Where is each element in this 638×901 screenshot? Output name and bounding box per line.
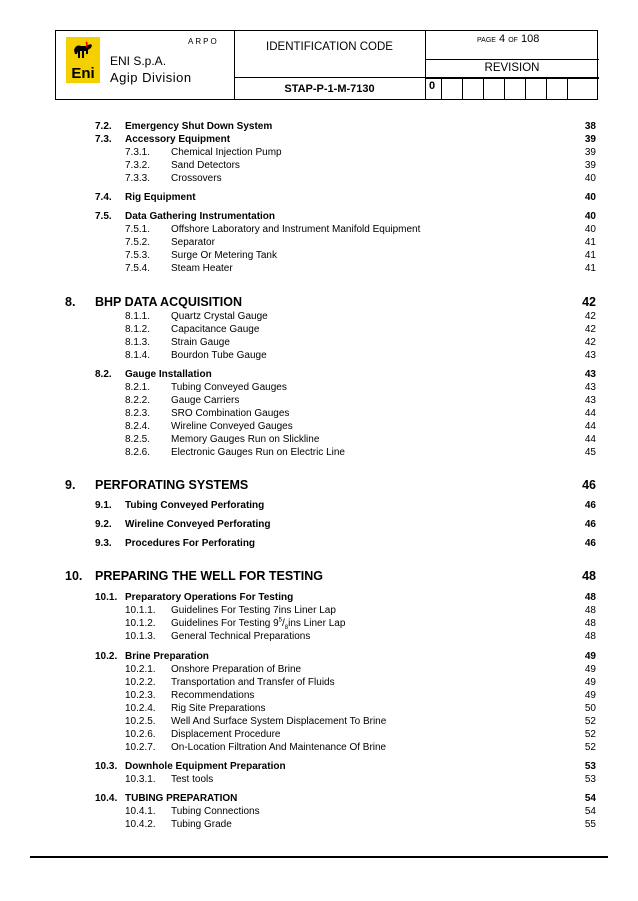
toc-number: 7.4. [95,192,112,203]
toc-number: 8.2.1. [125,382,151,393]
toc-number: 10.4. [95,793,118,804]
toc-entry[interactable] [0,133,638,147]
toc-title: Separator [171,237,215,248]
toc-number: 9.2. [95,519,112,530]
toc-entry[interactable] [0,689,638,703]
toc-title: BHP DATA ACQUISITION [95,295,242,309]
page-total: 108 [520,33,540,45]
toc-title: Data Gathering Instrumentation [125,211,276,222]
toc-entry[interactable] [0,407,638,421]
toc-title: Onshore Preparation of Brine [171,664,302,675]
toc-page: 55 [584,819,596,830]
toc-page: 52 [584,716,596,727]
toc-entry[interactable] [0,702,638,716]
toc-entry[interactable] [0,591,638,605]
document-number: STAP-P-1-M-7130 [284,83,375,95]
toc-page: 42 [584,324,596,335]
toc-number: 10.2.1. [125,664,156,675]
toc-entry[interactable] [0,210,638,224]
toc-title: Procedures For Perforating [125,538,256,549]
toc-page: 52 [584,729,596,740]
toc-page: 46 [582,478,596,492]
footer-divider [30,856,608,858]
revision-label: REVISION [484,62,540,74]
toc-entry[interactable] [0,760,638,774]
toc-number: 7.3.3. [125,173,151,184]
toc-page: 53 [584,761,596,772]
toc-number: 10.1.3. [125,631,156,642]
toc-page: 41 [584,263,596,274]
toc-entry[interactable] [0,741,638,755]
revision-value: 0 [429,80,436,92]
toc-number: 10.2.3. [125,690,156,701]
fraction-numerator: 5 [278,617,282,624]
toc-page: 42 [584,311,596,322]
toc-number: 10.2.2. [125,677,156,688]
department-label: ARPO [188,37,219,46]
toc-number: 8.1.3. [125,337,151,348]
toc-number: 7.5.2. [125,237,151,248]
toc-title: Emergency Shut Down System [125,121,273,132]
toc-page: 40 [584,224,596,235]
toc-title: General Technical Preparations [171,631,311,642]
toc-page: 54 [584,793,596,804]
toc-entry[interactable] [0,433,638,447]
toc-title: Memory Gauges Run on Slickline [171,434,320,445]
toc-number: 10. [65,569,83,583]
toc-number: 10.1.2. [125,618,156,629]
toc-entry[interactable] [0,604,638,618]
toc-number: 8.1.1. [125,311,151,322]
toc-page: 50 [584,703,596,714]
toc-entry[interactable] [0,805,638,819]
toc-page: 43 [584,382,596,393]
toc-title: Steam Heater [171,263,233,274]
toc-title: Recommendations [171,690,255,701]
toc-title: Test tools [171,774,214,785]
toc-entry[interactable] [0,773,638,787]
toc-title: PREPARING THE WELL FOR TESTING [95,569,324,583]
toc-number: 7.5.1. [125,224,151,235]
toc-page: 39 [584,160,596,171]
toc-page: 46 [584,500,596,511]
toc-entry[interactable] [0,663,638,677]
toc-number: 10.2.7. [125,742,156,753]
toc-number: 8.2.4. [125,421,151,432]
toc-page: 46 [584,538,596,549]
toc-page: 48 [584,631,596,642]
toc-page: 48 [584,605,596,616]
toc-page: 40 [584,192,596,203]
toc-page: 44 [584,421,596,432]
toc-number: 8.2.2. [125,395,151,406]
identification-code-label: IDENTIFICATION CODE [266,41,393,53]
page-prefix: PAGE [477,37,496,44]
toc-entry[interactable] [0,236,638,250]
toc-title: PERFORATING SYSTEMS [95,478,249,492]
toc-entry[interactable] [0,336,638,350]
toc-entry[interactable] [0,223,638,237]
toc-page: 43 [584,350,596,361]
fraction-denominator: 8 [284,625,289,631]
toc-title: Strain Gauge [171,337,230,348]
toc-entry[interactable] [0,518,638,532]
toc-page: 39 [584,134,596,145]
toc-entry[interactable] [0,478,638,496]
toc-title: Tubing Conveyed Perforating [125,500,265,511]
toc-title: Tubing Connections [171,806,260,817]
toc-entry[interactable] [0,630,638,644]
toc-number: 8.1.2. [125,324,151,335]
toc-title: Rig Site Preparations [171,703,266,714]
toc-number: 7.5.3. [125,250,151,261]
toc-page: 40 [584,211,596,222]
toc-page: 49 [584,651,596,662]
toc-title-part: ins Liner Lap [288,618,346,629]
toc-entry[interactable] [0,172,638,186]
toc-title: Crossovers [171,173,222,184]
toc-number: 10.3.1. [125,774,156,785]
toc-page: 44 [584,408,596,419]
toc-title: Offshore Laboratory and Instrument Manifold Equipment [171,224,421,235]
toc-entry[interactable] [0,191,638,205]
toc-title: Guidelines For Testing $9^5/_8ins$ Liner Lap [171,617,346,631]
toc-page: 49 [584,677,596,688]
toc-entry[interactable] [0,537,638,551]
toc-entry[interactable] [0,323,638,337]
toc-title: Guidelines For Testing 7ins Liner Lap [171,605,336,616]
toc-page: 42 [584,337,596,348]
toc-entry[interactable] [0,792,638,806]
toc-number: 8.2.5. [125,434,151,445]
toc-title: Capacitance Gauge [171,324,260,335]
page-number: 4 [499,33,506,45]
toc-entry[interactable] [0,368,638,382]
page-of: OF [508,37,518,44]
toc-page: 48 [584,618,596,629]
toc-title: Gauge Carriers [171,395,240,406]
toc-page: 48 [584,592,596,603]
toc-page: 42 [582,295,596,309]
toc-entry[interactable] [0,262,638,276]
toc-page: 54 [584,806,596,817]
toc-entry[interactable] [0,159,638,173]
toc-page: 45 [584,447,596,458]
toc-page: 40 [584,173,596,184]
toc-title: TUBING PREPARATION [125,793,238,804]
toc-entry[interactable] [0,650,638,664]
toc-title: Tubing Grade [171,819,232,830]
toc-title: Gauge Installation [125,369,212,380]
logo-text: Eni [66,65,100,83]
toc-page: 53 [584,774,596,785]
toc-number: 10.2.5. [125,716,156,727]
toc-entry[interactable] [0,120,638,134]
toc-title: Wireline Conveyed Gauges [171,421,293,432]
toc-page: 52 [584,742,596,753]
toc-title: Sand Detectors [171,160,240,171]
toc-number: 7.3. [95,134,112,145]
toc-title: Transportation and Transfer of Fluids [171,677,335,688]
toc-page: 48 [582,569,596,583]
toc-page: 39 [584,147,596,158]
toc-title: Downhole Equipment Preparation [125,761,286,772]
toc-entry[interactable] [0,617,638,631]
toc-entry[interactable] [0,349,638,363]
toc-entry[interactable] [0,446,638,460]
toc-title: On-Location Filtration And Maintenance Of Brine [171,742,387,753]
toc-number: 9.1. [95,500,112,511]
toc-page: 41 [584,237,596,248]
toc-title: Tubing Conveyed Gauges [171,382,287,393]
toc-title: Accessory Equipment [125,134,231,145]
toc-number: 9.3. [95,538,112,549]
toc-entry[interactable] [0,381,638,395]
company-name: ENI S.p.A. [110,54,167,68]
toc-number: 10.1.1. [125,605,156,616]
toc-number: 8.1.4. [125,350,151,361]
toc-title: Brine Preparation [125,651,209,662]
toc-number: 7.3.1. [125,147,151,158]
division-name: Agip Division [110,70,192,85]
toc-entry[interactable] [0,818,638,832]
toc-number: 10.3. [95,761,118,772]
toc-title: Rig Equipment [125,192,196,203]
toc-title-part: Guidelines For Testing 9 [171,618,279,629]
toc-entry[interactable] [0,569,638,587]
toc-entry[interactable] [0,715,638,729]
toc-title: Wireline Conveyed Perforating [125,519,271,530]
toc-entry[interactable] [0,728,638,742]
toc-number: 8. [65,295,76,309]
toc-number: 7.2. [95,121,112,132]
toc-number: 9. [65,478,76,492]
toc-page: 43 [584,369,596,380]
toc-page: 46 [584,519,596,530]
toc-page: 49 [584,690,596,701]
toc-entry[interactable] [0,420,638,434]
toc-number: 8.2. [95,369,112,380]
toc-page: 38 [584,121,596,132]
toc-entry[interactable] [0,394,638,408]
toc-title: Bourdon Tube Gauge [171,350,267,361]
toc-title: Well And Surface System Displacement To Brine [171,716,387,727]
toc-number: 10.1. [95,592,118,603]
toc-number: 10.4.1. [125,806,156,817]
toc-title: SRO Combination Gauges [171,408,290,419]
toc-page: 43 [584,395,596,406]
toc-number: 10.2.6. [125,729,156,740]
toc-title: Chemical Injection Pump [171,147,282,158]
toc-page: 41 [584,250,596,261]
toc-number: 10.4.2. [125,819,156,830]
toc-entry[interactable] [0,676,638,690]
toc-number: 7.3.2. [125,160,151,171]
toc-title: Displacement Procedure [171,729,281,740]
toc-page: 49 [584,664,596,675]
toc-number: 8.2.6. [125,447,151,458]
toc-entry[interactable] [0,249,638,263]
toc-number: 7.5.4. [125,263,151,274]
toc-number: 8.2.3. [125,408,151,419]
toc-number: 10.2. [95,651,118,662]
toc-page: 44 [584,434,596,445]
toc-number: 7.5. [95,211,112,222]
toc-title: Electronic Gauges Run on Electric Line [171,447,345,458]
toc-number: 10.2.4. [125,703,156,714]
toc-title: Quartz Crystal Gauge [171,311,268,322]
toc-entry[interactable] [0,310,638,324]
toc-entry[interactable] [0,499,638,513]
toc-title: Preparatory Operations For Testing [125,592,294,603]
toc-entry[interactable] [0,146,638,160]
toc-title: Surge Or Metering Tank [171,250,277,261]
